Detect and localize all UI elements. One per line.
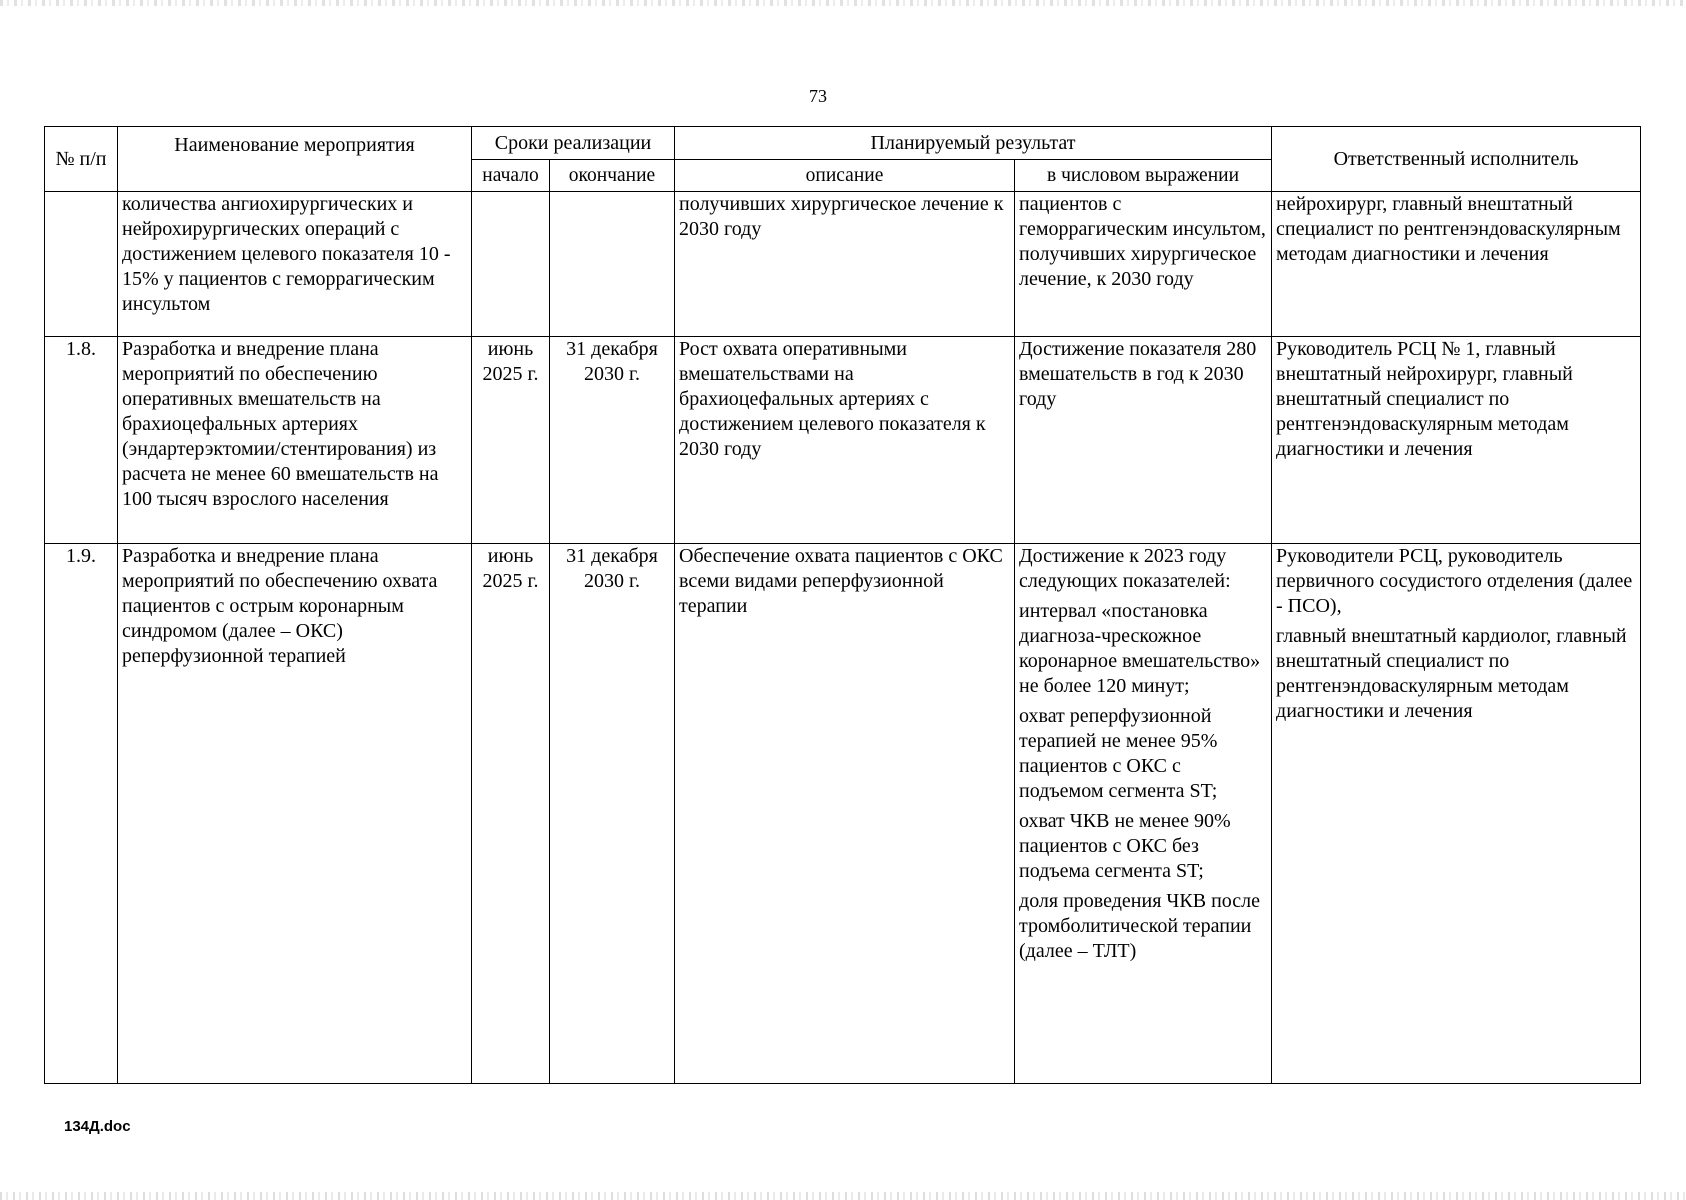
row-description: Обеспечение охвата пациентов с ОКС всеми видами реперфузионной терапии [675,544,1015,1084]
row-numeric [1015,192,1272,337]
row-start [472,192,550,337]
numeric-paragraph: охват реперфузионной терапией не менее 95% пациентов с ОКС с подъемом сегмента ST; [1019,705,1218,802]
row-name: Разработка и внедрение плана мероприятий по обеспечению оперативных вмешательств на брахиоцефальных артериях (эндартерэктомии/стентирования) из расчета не менее 60 вмешательств на 100 тысяч взрослого населения [118,337,472,544]
numeric-paragraph: интервал «постановка диагноза-чрескожное коронарное вмешательство» не более 120 минут; [1019,600,1261,697]
numeric-paragraph: охват ЧКВ не менее 90% пациентов с ОКС без подъема сегмента ST; [1019,810,1231,882]
row-responsible [1272,544,1641,1084]
header-description: описание [675,160,1015,192]
header-start: начало [472,160,550,192]
measures-table [44,126,1641,1084]
header-timing: Сроки реализации [472,127,675,160]
header-end: окончание [550,160,675,192]
page-number: 73 [809,86,827,106]
table-row [45,192,1641,337]
numeric-paragraph: доля проведения ЧКВ после тромболитической терапии (далее – ТЛТ) [1019,890,1261,962]
table-row [45,337,1641,544]
row-num: 1.9. [45,544,118,1084]
row-num: 1.8. [45,337,118,544]
row-numeric [1015,337,1272,544]
row-name: Разработка и внедрение плана мероприятий по обеспечению охвата пациентов с острым коронарным синдромом (далее – ОКС) реперфузионной терапией [118,544,472,1084]
scan-edge-bottom [0,1192,1686,1200]
row-responsible [1272,337,1641,544]
responsible-paragraph: Руководители РСЦ, руководитель первичного сосудистого отделения (далее - ПСО), [1276,545,1633,617]
responsible-paragraph: главный внештатный кардиолог, главный внештатный специалист по рентгенэндоваскулярным методам диагностики и лечения [1276,625,1627,722]
header-numeric: в числовом выражении [1015,160,1272,192]
numeric-paragraph: пациентов с геморрагическим инсультом, получивших хирургическое лечение, к 2030 году [1019,193,1266,290]
row-description: получивших хирургическое лечение к 2030 году [675,192,1015,337]
numeric-paragraph: Достижение к 2023 году следующих показателей: [1019,545,1231,592]
row-num [45,192,118,337]
row-start: июнь 2025 г. [472,544,550,1084]
row-end: 31 декабря 2030 г. [550,337,675,544]
scan-edge-top [0,0,1686,6]
numeric-paragraph: Достижение показателя 280 вмешательств в год к 2030 году [1019,338,1257,410]
row-numeric [1015,544,1272,1084]
header-responsible: Ответственный исполнитель [1272,127,1641,192]
table-row [45,544,1641,1084]
header-name: Наименование мероприятия [118,127,472,192]
row-description: Рост охвата оперативными вмешательствами на брахиоцефальных артериях с достижением целевого показателя к 2030 году [675,337,1015,544]
header-result: Планируемый результат [675,127,1272,160]
header-num: № п/п [45,127,118,192]
row-name: количества ангиохирургических и нейрохирургических операций с достижением целевого показателя 10 - 15% у пациентов с геморрагическим инсультом [118,192,472,337]
responsible-paragraph: нейрохирург, главный внештатный специалист по рентгенэндоваскулярным методам диагностики и лечения [1276,193,1621,265]
row-end [550,192,675,337]
row-start: июнь 2025 г. [472,337,550,544]
row-responsible [1272,192,1641,337]
responsible-paragraph: Руководитель РСЦ № 1, главный внештатный нейрохирург, главный внештатный специалист по рентгенэндоваскулярным методам диагностики и лечения [1276,338,1573,460]
document-filename: 134Д.doc [64,1118,131,1135]
row-end: 31 декабря 2030 г. [550,544,675,1084]
